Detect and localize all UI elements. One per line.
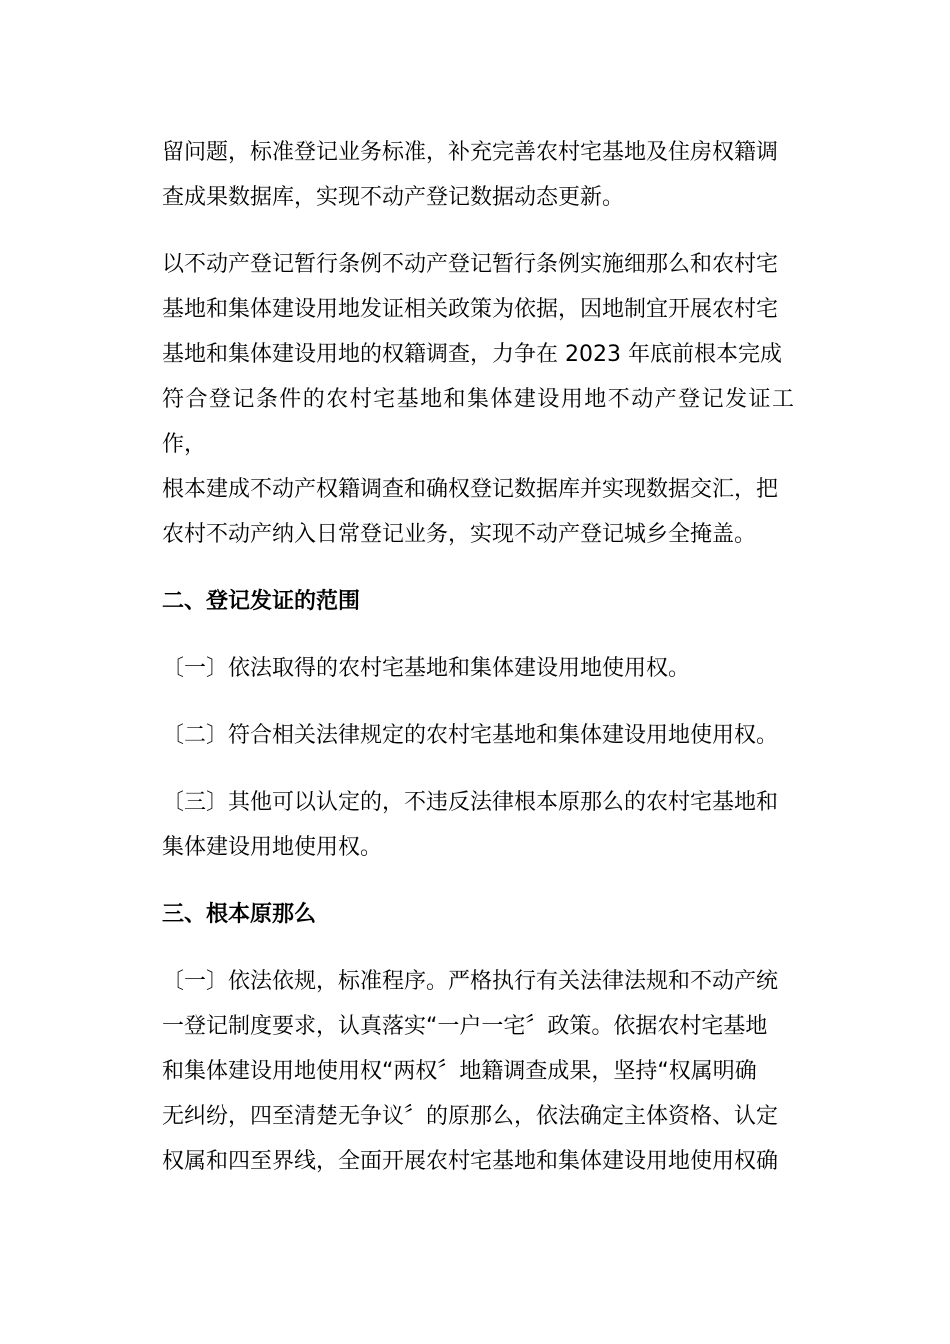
text-line: 无纠纷，四至清楚无争议〞的原那么，依法确定主体资格、认定: [162, 1104, 779, 1129]
text-line: 符合登记条件的农村宅基地和集体建设用地不动产登记发证工作，: [162, 387, 794, 457]
paragraph-2: [162, 242, 794, 557]
text-line: 权属和四至界线，全面开展农村宅基地和集体建设用地使用权确: [162, 1149, 779, 1174]
text-line: 集体建设用地使用权。: [162, 835, 383, 860]
text-line: 以不动产登记暂行条例不动产登记暂行条例实施细那么和农村宅: [162, 252, 779, 277]
section-heading-scope: 二、登记发证的范围: [162, 589, 361, 614]
section-heading-principles: 三、根本原那么: [162, 902, 317, 927]
text-line: 〔一〕依法取得的农村宅基地和集体建设用地使用权。: [162, 656, 691, 681]
text-line: 一登记制度要求，认真落实“一户一宅〞政策。依据农村宅基地: [162, 1014, 768, 1039]
text-line: 〔二〕符合相关法律规定的农村宅基地和集体建设用地使用权。: [162, 723, 779, 748]
text-line: 和集体建设用地使用权“两权〞地籍调查成果，坚持“权属明确: [162, 1059, 757, 1084]
text-line: 根本建成不动产权籍调查和确权登记数据库并实现数据交汇，把: [162, 477, 779, 502]
text-line: 留问题，标准登记业务标准，补充完善农村宅基地及住房权籍调: [162, 140, 779, 165]
text-line: 〔三〕其他可以认定的，不违反法律根本原那么的农村宅基地和: [162, 790, 779, 815]
text-line: 查成果数据库，实现不动产登记数据动态更新。: [162, 185, 625, 210]
text-line: 基地和集体建设用地的权籍调查，力争在 2023 年底前根本完成: [162, 342, 782, 367]
scope-item-3: [162, 780, 794, 870]
text-line: 农村不动产纳入日常登记业务，实现不动产登记城乡全掩盖。: [162, 522, 757, 547]
scope-item-2: [162, 713, 794, 758]
principle-item-1: [162, 959, 794, 1184]
document-body: [162, 130, 794, 1184]
text-line: 〔一〕依法依规，标准程序。严格执行有关法律法规和不动产统: [162, 969, 779, 994]
scope-item-1: [162, 646, 794, 691]
paragraph-1: [162, 130, 794, 220]
text-line: 基地和集体建设用地发证相关政策为依据，因地制宜开展农村宅: [162, 297, 779, 322]
